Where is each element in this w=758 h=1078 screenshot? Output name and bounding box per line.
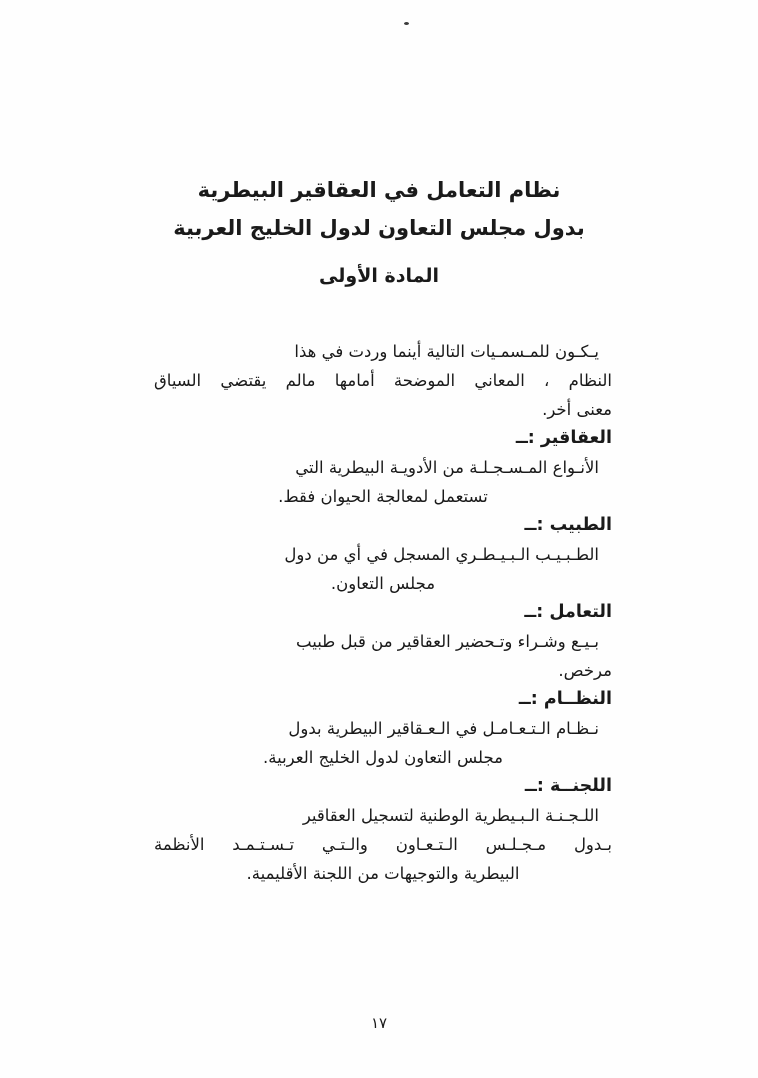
- article-heading: المادة الأولى: [319, 265, 439, 287]
- article-body: [154, 337, 612, 888]
- title-line-1: نظام التعامل في العقاقير البيطرية: [197, 178, 561, 202]
- body-line: اللـجـنـة الـبـيطرية الوطنية لتسجيل العقاقير: [302, 806, 599, 825]
- definition-heading: النظــام :ــ: [518, 689, 612, 709]
- body-line: معنى أخر.: [542, 400, 612, 419]
- definition-heading: الطبيب :ــ: [524, 515, 612, 535]
- page-number: ١٧: [370, 1014, 388, 1032]
- body-line: مجلس التعاون.: [330, 574, 436, 593]
- body-line: بـدول مـجـلـس الـتـعـاون والـتـي تـسـتـمـد الأنظمة: [154, 835, 612, 854]
- document-title: [0, 171, 758, 247]
- body-line: النظام ، المعاني الموضحة أمامها مالم يقتضي السياق: [154, 371, 612, 390]
- body-line: مرخص.: [558, 661, 612, 680]
- body-line: تستعمل لمعالجة الحيوان فقط.: [278, 487, 488, 506]
- scan-artifact-dot: [404, 22, 409, 25]
- definition-heading: العقاقير :ــ: [515, 428, 612, 448]
- body-line: الأنـواع المـسـجـلـة من الأدويـة البيطرية التي: [295, 458, 599, 477]
- body-line: مجلس التعاون لدول الخليج العربية.: [263, 748, 503, 767]
- title-line-2: بدول مجلس التعاون لدول الخليج العربية: [173, 216, 585, 240]
- body-line: نـظـام الـتـعـامـل في الـعـقاقير البيطرية بدول: [288, 719, 599, 738]
- definition-heading: اللجنــة :ــ: [524, 776, 612, 796]
- body-line: بـيـع وشـراء وتـحضير العقاقير من قبل طبيب: [296, 632, 599, 651]
- body-line: الطـبـيـب الـبـيـطـري المسجل في أي من دول: [284, 545, 599, 564]
- body-line: البيطرية والتوجيهات من اللجنة الأقليمية.: [246, 864, 520, 883]
- definition-heading: التعامل :ــ: [524, 602, 612, 622]
- body-line: يـكـون للمـسمـيات التالية أينما وردت في هذا: [294, 342, 599, 361]
